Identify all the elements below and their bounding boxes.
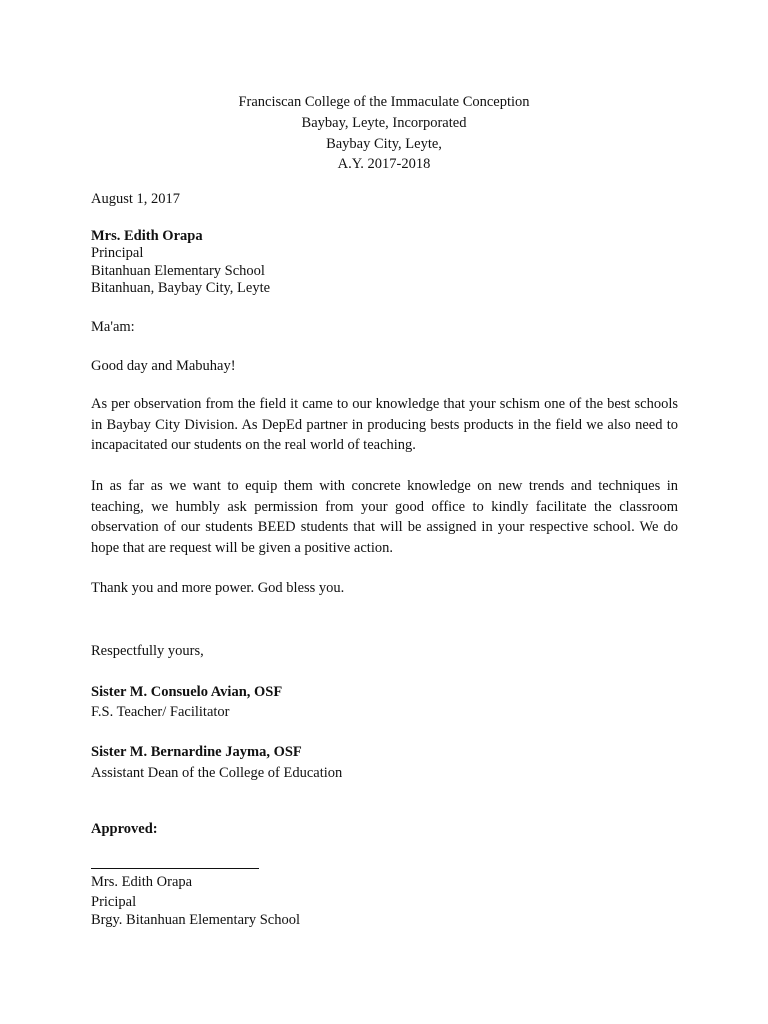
signatory-2-name: Sister M. Bernardine Jayma, OSF [91, 744, 302, 760]
recipient-school: Bitanhuan Elementary School [91, 263, 265, 279]
signatory-1-name: Sister M. Consuelo Avian, OSF [91, 684, 283, 700]
header-academic-year: A.Y. 2017-2018 [337, 156, 431, 172]
greeting: Good day and Mabuhay! [91, 358, 236, 374]
recipient-title: Principal [91, 245, 144, 261]
thanks-line: Thank you and more power. God bless you. [91, 580, 345, 596]
header-institution: Franciscan College of the Immaculate Conception [238, 94, 530, 110]
body-paragraph-1: As per observation from the field it came to our knowledge that your schism one of the best schools in Baybay City Division. As DepEd partner in producing bests products in the field we also need to incapacitated our students on the real world of teaching. [91, 396, 678, 453]
signature-line [91, 868, 259, 869]
recipient-name: Mrs. Edith Orapa [91, 228, 203, 244]
approver-school: Brgy. Bitanhuan Elementary School [91, 912, 301, 928]
salutation: Ma'am: [91, 319, 135, 335]
signatory-1-title: F.S. Teacher/ Facilitator [91, 704, 230, 720]
letter-date: August 1, 2017 [91, 191, 181, 207]
approver-name: Mrs. Edith Orapa [91, 874, 193, 890]
signatory-2-title: Assistant Dean of the College of Education [91, 765, 343, 781]
approver-title: Pricipal [91, 894, 137, 910]
body-paragraph-2: In as far as we want to equip them with concrete knowledge on new trends and techniques in teaching, we humbly ask permission from your good office to kindly facilitate the classroom observation of our students BEED students that will be assigned in your respective school. We do hope that are request will be given a positive action. [91, 478, 678, 556]
closing: Respectfully yours, [91, 643, 204, 659]
header-city: Baybay City, Leyte, [326, 136, 442, 152]
recipient-address: Bitanhuan, Baybay City, Leyte [91, 280, 271, 296]
header-incorporation: Baybay, Leyte, Incorporated [301, 115, 467, 131]
approval-label: Approved: [91, 821, 158, 837]
